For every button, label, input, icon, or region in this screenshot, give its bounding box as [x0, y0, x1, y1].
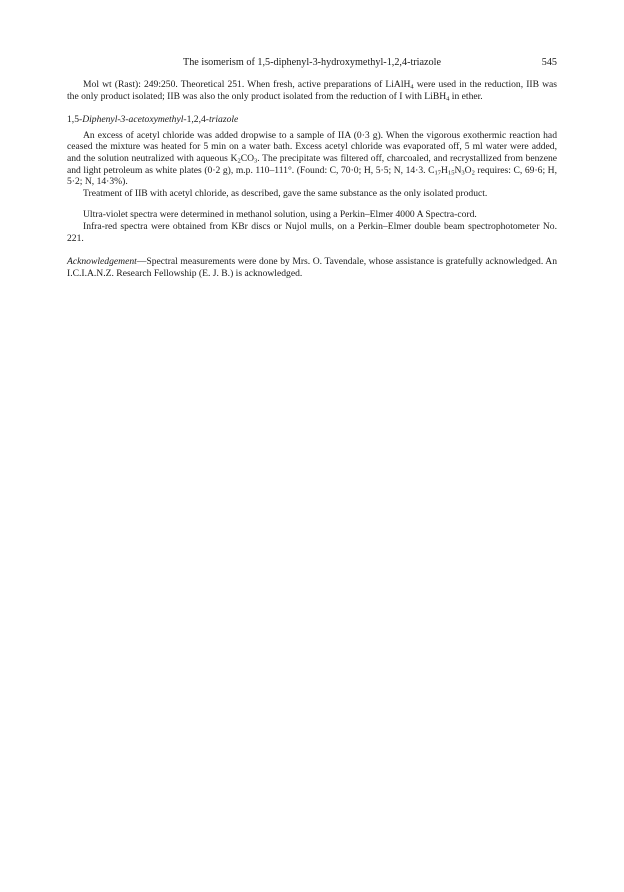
article-body: [67, 79, 557, 279]
text-run: were used in the reduction, IIB was the only product isolated; IIB was also the only product isolated from the reduction of I with LiBH: [67, 79, 557, 102]
text-run: O: [464, 164, 472, 176]
subscript: 3: [461, 169, 465, 177]
acknowledgement-label: Acknowledgement: [67, 256, 137, 268]
heading-prefix: 1,5-: [67, 114, 83, 126]
text-run: An excess of acetyl chloride was added dropwise to a sample of IIA (0·3 g). When the vigorous exothermic reaction had ceased the mixture was heated for 5 min on a water bath. Excess acetyl chloride was evaporated off, 5 ml water were added, and the solution neutralized with aqueous K: [67, 129, 557, 164]
section-heading: [67, 114, 557, 126]
paragraph-uv-spectra: Ultra-violet spectra were determined in methanol solution, using a Perkin–Elmer 4000 A Spectra-cord.: [83, 209, 477, 221]
heading-suffix: -1,2,4-: [183, 114, 209, 126]
subscript: 15: [447, 169, 455, 177]
text-run: requires: C, 69·6; H, 5·2; N, 14·3%).: [67, 164, 557, 188]
page-number: 545: [541, 57, 557, 68]
paragraph-mol-wt: [67, 79, 557, 102]
paragraph-acetylation: [67, 130, 557, 188]
text-run: CO: [240, 152, 255, 164]
paragraph-treatment: Treatment of IIB with acetyl chloride, as described, gave the same substance as the only isolated product.: [83, 187, 488, 199]
text-run: N: [454, 164, 462, 176]
subscript: 3: [254, 157, 258, 165]
subscript: 17: [434, 169, 442, 177]
paragraph-ir-spectra: Infra-red spectra were obtained from KBr discs or Nujol mulls, on a Perkin–Elmer double beam spectrophotometer No. 221.: [67, 220, 557, 244]
subscript: 4: [446, 95, 450, 103]
heading-italic: Diphenyl-3-acetoxymethyl: [82, 114, 184, 126]
text-run: . The precipitate was filtered off, charcoaled, and recrystallized from benzene and light petroleum as white plates (0·2 g), m.p. 110–111°. (Found: C, 70·0; H, 5·5; N, 14·3. C: [67, 152, 558, 176]
running-title: The isomerism of 1,5-diphenyl-3-hydroxymethyl-1,2,4-triazole: [182, 57, 442, 68]
acknowledgement: [67, 256, 557, 279]
heading-italic-2: triazole: [208, 114, 239, 126]
subscript: 4: [410, 83, 414, 91]
running-header: [0, 57, 624, 71]
subscript: 2: [237, 157, 241, 165]
text-run: in ether.: [449, 90, 483, 102]
subscript: 2: [471, 169, 475, 177]
text-run: H: [441, 164, 448, 176]
acknowledgement-text: —Spectral measurements were done by Mrs. O. Tavendale, whose assistance is gratefully acknowledged. An I.C.I.A.N.Z. Research Fellowship (E. J. B.) is acknowledged.: [67, 256, 557, 279]
text-run: Mol wt (Rast): 249:250. Theoretical 251. When fresh, active preparations of LiAlH: [83, 79, 411, 90]
